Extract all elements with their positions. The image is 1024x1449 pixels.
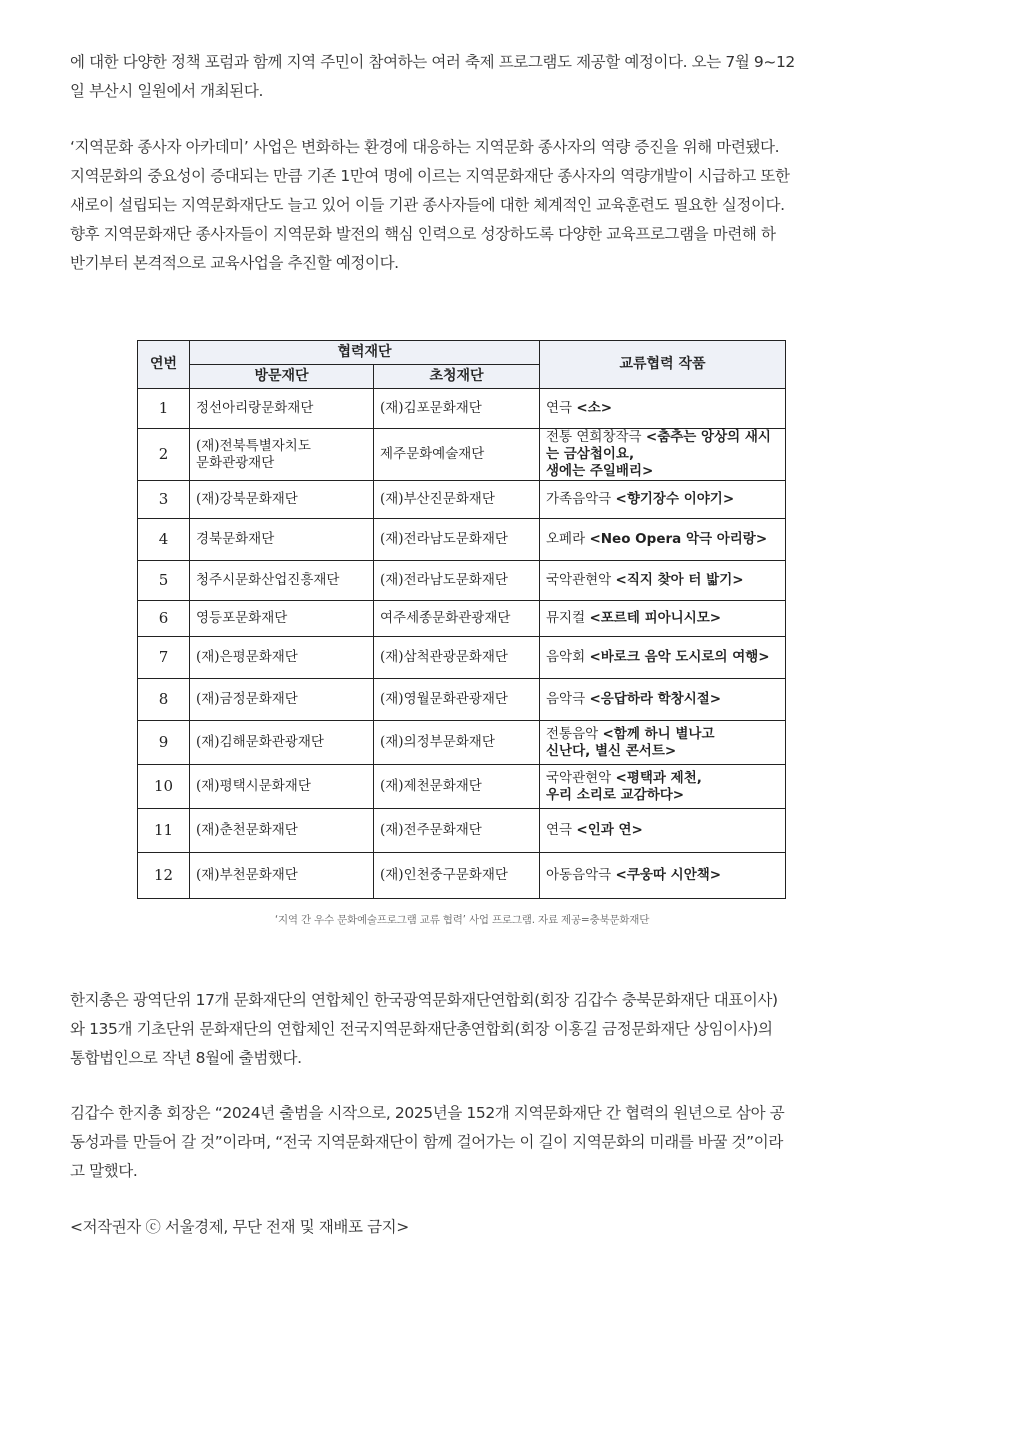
paragraph-hanjichong	[70, 986, 778, 1073]
row-number: 2	[138, 429, 190, 481]
visit-foundation: 정선아리랑문화재단	[190, 389, 374, 429]
host-foundation: 제주문화예술재단	[374, 429, 540, 481]
paragraph-line: ‘지역문화 종사자 아카데미’ 사업은 변화하는 환경에 대응하는 지역문화 종사자의 역량 증진을 위해 마련됐다.	[70, 138, 780, 156]
paragraph-line: 고 말했다.	[70, 1162, 138, 1180]
exchange-work	[540, 519, 786, 561]
exchange-work	[540, 561, 786, 601]
exchange-work	[540, 481, 786, 519]
work-title: <직지 찾아 터 밟기>	[615, 572, 744, 588]
visit-foundation: (재)평택시문화재단	[190, 765, 374, 809]
paragraph-festival	[70, 48, 795, 106]
host-foundation: 여주세종문화관광재단	[374, 601, 540, 637]
visit-foundation: (재)전북특별자치도 문화관광재단	[190, 429, 374, 481]
work-title: <소>	[576, 400, 613, 416]
row-number: 12	[138, 853, 190, 899]
work-title: <쿠웅따 시안책>	[615, 867, 722, 883]
paragraph-line: 향후 지역문화재단 종사자들이 지역문화 발전의 핵심 인력으로 성장하도록 다양한 교육프로그램을 마련해 하	[70, 225, 776, 243]
host-foundation: (재)인천중구문화재단	[374, 853, 540, 899]
work-genre: 전통음악	[546, 725, 599, 742]
work-genre: 아동음악극	[546, 867, 612, 883]
visit-foundation: (재)춘천문화재단	[190, 809, 374, 853]
row-number: 9	[138, 721, 190, 765]
table-row	[138, 721, 786, 765]
table-row	[138, 429, 786, 481]
work-title: <향기장수 이야기>	[615, 491, 735, 507]
table-row	[138, 809, 786, 853]
work-genre: 음악회	[546, 649, 586, 665]
exchange-work	[540, 853, 786, 899]
header-host: 초청재단	[374, 365, 540, 389]
visit-foundation: (재)부천문화재단	[190, 853, 374, 899]
work-genre: 연극	[546, 822, 573, 838]
work-title: <함께 하니 별나고 신난다, 별신 콘서트>	[546, 725, 715, 759]
work-title: <포르테 피아니시모>	[589, 610, 722, 626]
table-caption: ‘지역 간 우수 문화예술프로그램 교류 협력’ 사업 프로그램. 자료 제공=충북문화재단	[274, 914, 650, 926]
row-number: 3	[138, 481, 190, 519]
exchange-work	[540, 601, 786, 637]
table-row	[138, 481, 786, 519]
host-foundation: (재)부산진문화재단	[374, 481, 540, 519]
row-number: 6	[138, 601, 190, 637]
exchange-work	[540, 637, 786, 679]
work-title: <응답하라 학창시절>	[589, 691, 722, 707]
visit-foundation: (재)금정문화재단	[190, 679, 374, 721]
visit-foundation: (재)김해문화관광재단	[190, 721, 374, 765]
work-genre: 연극	[546, 400, 573, 416]
exchange-work	[540, 679, 786, 721]
table-row	[138, 853, 786, 899]
exchange-work	[540, 721, 786, 765]
paragraph-quote	[70, 1099, 784, 1186]
paragraph-line: 일 부산시 일원에서 개최된다.	[70, 82, 263, 100]
visit-foundation: (재)은평문화재단	[190, 637, 374, 679]
paragraph-line: 한지총은 광역단위 17개 문화재단의 연합체인 한국광역문화재단연합회(회장 김갑수 충북문화재단 대표이사)	[70, 991, 778, 1009]
visit-foundation: 청주시문화산업진흥재단	[190, 561, 374, 601]
visit-foundation: 경북문화재단	[190, 519, 374, 561]
header-no: 연번	[138, 341, 190, 389]
work-genre: 가족음악극	[546, 491, 612, 507]
work-genre: 전통 연희창작극	[546, 429, 642, 445]
paragraph-line: 반기부터 본격적으로 교육사업을 추진할 예정이다.	[70, 254, 399, 272]
host-foundation: (재)전라남도문화재단	[374, 561, 540, 601]
row-number: 4	[138, 519, 190, 561]
copyright-notice	[70, 1213, 409, 1242]
table-row	[138, 561, 786, 601]
paragraph-line: 통합법인으로 작년 8월에 출범했다.	[70, 1049, 302, 1067]
row-number: 5	[138, 561, 190, 601]
header-work: 교류협력 작품	[540, 341, 786, 389]
program-table	[137, 340, 786, 899]
host-foundation: (재)전라남도문화재단	[374, 519, 540, 561]
work-title: <Neo Opera 악극 아리랑>	[589, 531, 768, 547]
exchange-work	[540, 389, 786, 429]
work-genre: 오페라	[546, 531, 586, 547]
paragraph-line: 지역문화의 중요성이 증대되는 만큼 기존 1만여 명에 이르는 지역문화재단 종사자의 역량개발이 시급하고 또한	[70, 167, 790, 185]
host-foundation: (재)제천문화재단	[374, 765, 540, 809]
paragraph-line: 새로이 설립되는 지역문화재단도 늘고 있어 이들 기관 종사자들에 대한 체계적인 교육훈련도 필요한 실정이다.	[70, 196, 785, 214]
work-genre: 뮤지컬	[546, 610, 586, 626]
work-genre: 국악관현악	[546, 572, 612, 588]
header-partner: 협력재단	[190, 341, 540, 365]
work-genre: 국악관현악	[546, 769, 612, 786]
visit-foundation: (재)강북문화재단	[190, 481, 374, 519]
paragraph-line: 에 대한 다양한 정책 포럼과 함께 지역 주민이 참여하는 여러 축제 프로그램도 제공할 예정이다. 오는 7월 9~12	[70, 53, 795, 71]
host-foundation: (재)전주문화재단	[374, 809, 540, 853]
row-number: 10	[138, 765, 190, 809]
paragraph-line: 김갑수 한지총 회장은 “2024년 출범을 시작으로, 2025년을 152개 지역문화재단 간 협력의 원년으로 삼아 공	[70, 1104, 785, 1122]
table-row	[138, 389, 786, 429]
host-foundation: (재)김포문화재단	[374, 389, 540, 429]
table-row	[138, 601, 786, 637]
exchange-work	[540, 765, 786, 809]
header-visit: 방문재단	[190, 365, 374, 389]
table-row	[138, 765, 786, 809]
paragraph-line: <저작권자 ⓒ 서울경제, 무단 전재 및 재배포 금지>	[70, 1218, 409, 1236]
table-row	[138, 679, 786, 721]
exchange-work	[540, 429, 786, 481]
paragraph-line: 와 135개 기초단위 문화재단의 연합체인 전국지역문화재단총연합회(회장 이홍길 금정문화재단 상임이사)의	[70, 1020, 773, 1038]
work-title: <평택과 제천, 우리 소리로 교감하다>	[546, 769, 702, 803]
table-row	[138, 519, 786, 561]
paragraph-line: 동성과를 만들어 갈 것”이라며, “전국 지역문화재단이 함께 걸어가는 이 길이 지역문화의 미래를 바꿀 것”이라	[70, 1133, 783, 1151]
row-number: 8	[138, 679, 190, 721]
paragraph-academy	[70, 133, 790, 278]
work-title: <인과 연>	[576, 822, 643, 838]
exchange-work	[540, 809, 786, 853]
work-title: <춤추는 앙상의 새시는 금삼첩이요, 생에는 주일배리>	[546, 429, 771, 479]
host-foundation: (재)삼척관광문화재단	[374, 637, 540, 679]
row-number: 1	[138, 389, 190, 429]
table-row	[138, 637, 786, 679]
work-genre: 음악극	[546, 691, 586, 707]
row-number: 11	[138, 809, 190, 853]
visit-foundation: 영등포문화재단	[190, 601, 374, 637]
host-foundation: (재)영월문화관광재단	[374, 679, 540, 721]
host-foundation: (재)의정부문화재단	[374, 721, 540, 765]
program-table-figure	[137, 340, 785, 899]
work-title: <바로크 음악 도시로의 여행>	[589, 649, 770, 665]
table-body	[138, 389, 786, 899]
row-number: 7	[138, 637, 190, 679]
